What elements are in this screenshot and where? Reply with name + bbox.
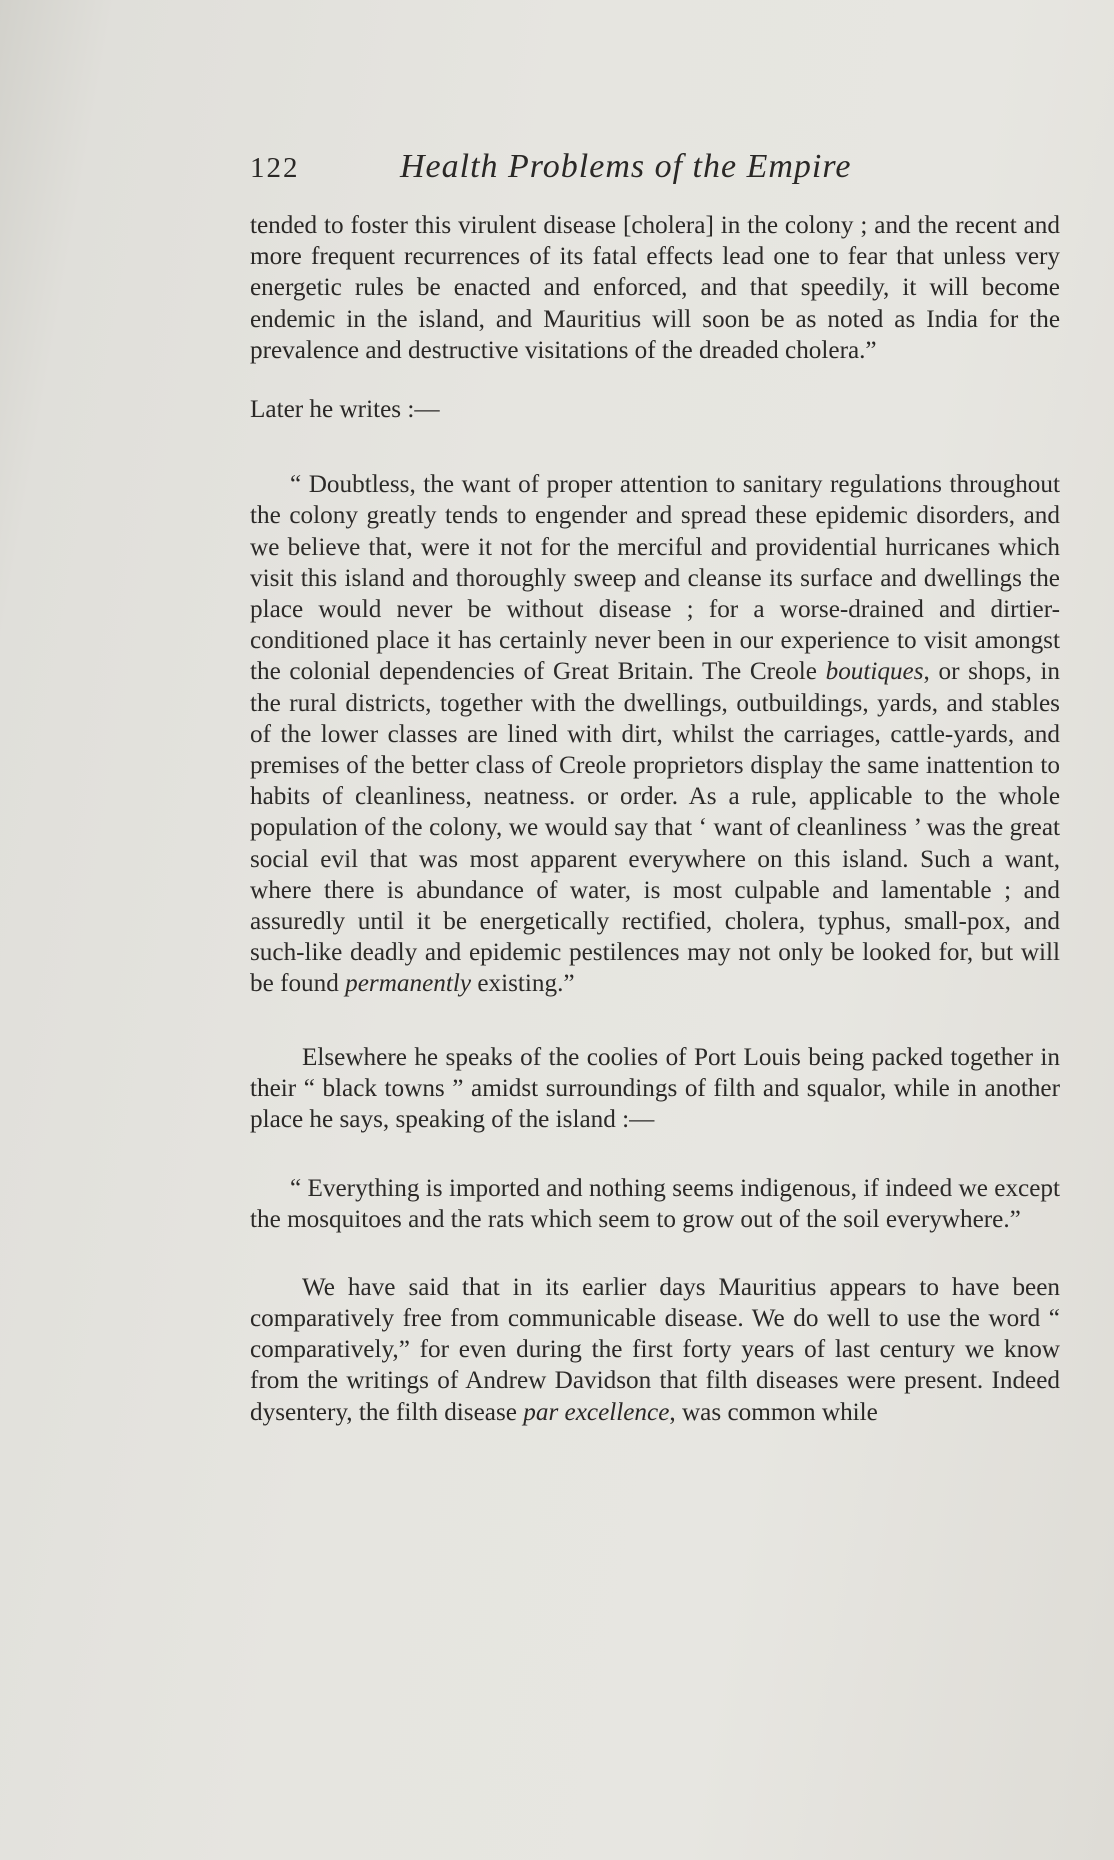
quote-emphasis: boutiques <box>825 658 924 686</box>
paragraph-text: , was common while <box>669 1398 878 1426</box>
quote-text: , or shops, in the rural districts, together with the dwellings, outbuildings, yards, and stables of the lower classes are lined with dirt, whilst the carriages, cattle-yards, and premises of the better class of Creole proprietors display the same inattention to habits of cleanliness, neatness. or order. As a rule, applicable to the whole population of the colony, we would say that ‘ want of cleanliness ’ was the great social evil that was most apparent everywhere on this island. Such a want, where there is abundance of water, is most culpable and lamentable ; and assuredly until it be energetically rectified, cholera, typhus, small-pox, and such-like deadly and epidemic pestilences may not only be looked for, but will be found <box>250 658 1060 998</box>
paragraph-later-he-writes <box>250 394 1060 425</box>
quote-text: existing.” <box>471 970 575 998</box>
paragraph-emphasis: par excellence <box>523 1398 670 1426</box>
page-number: 122 <box>250 152 300 184</box>
block-quote-sanitary <box>250 469 1060 999</box>
paragraph-continuation <box>250 210 1060 366</box>
paragraph-text: Elsewhere he speaks of the coolies of Port Louis being packed together in their “ black towns ” amidst surroundings of filth and squalor, while in another place he says, speaking of the island :— <box>250 1043 1060 1134</box>
paragraph-elsewhere <box>250 1042 1060 1136</box>
running-head <box>250 148 1060 206</box>
quote-emphasis: permanently <box>345 970 472 998</box>
paragraph-text: We have said that in its earlier days Mauritius appears to have been comparatively free from communicable disease. We do well to use the word “ comparatively,” for even during the first forty years of last century we know from the writings of Andrew Davidson that filth diseases were present. Indeed dysentery, the filth disease <box>250 1273 1060 1426</box>
paragraph-earlier-days <box>250 1272 1060 1428</box>
quote-text: “ Everything is imported and nothing seems indigenous, if indeed we except the mosquitoes and the rats which seem to grow out of the soil everywhere.” <box>250 1175 1060 1234</box>
book-page <box>250 148 1060 1428</box>
quote-text: “ Doubtless, the want of proper attention to sanitary regulations throughout the colony greatly tends to engender and spread these epidemic disorders, and we believe that, were it not for the merciful and providential hurricanes which visit this island and thoroughly sweep and cleanse its surface and dwellings the place would never be without disease ; for a worse-drained and dirtier-conditioned place it has certainly never been in our experience to visit amongst the colonial dependencies of Great Britain. The Creole <box>250 471 1060 686</box>
block-quote-imported <box>250 1173 1060 1235</box>
paragraph-text: tended to foster this virulent disease [cholera] in the colony ; and the recent and more frequent recurrences of its fatal effects lead one to fear that unless very energetic rules be enacted and enforced, and that speedily, it will become endemic in the island, and Mauritius will soon be as noted as India for the prevalence and destructive visitations of the dreaded cholera.” <box>250 212 1060 364</box>
running-title: Health Problems of the Empire <box>400 148 852 185</box>
paragraph-text: Later he writes :— <box>250 396 440 424</box>
